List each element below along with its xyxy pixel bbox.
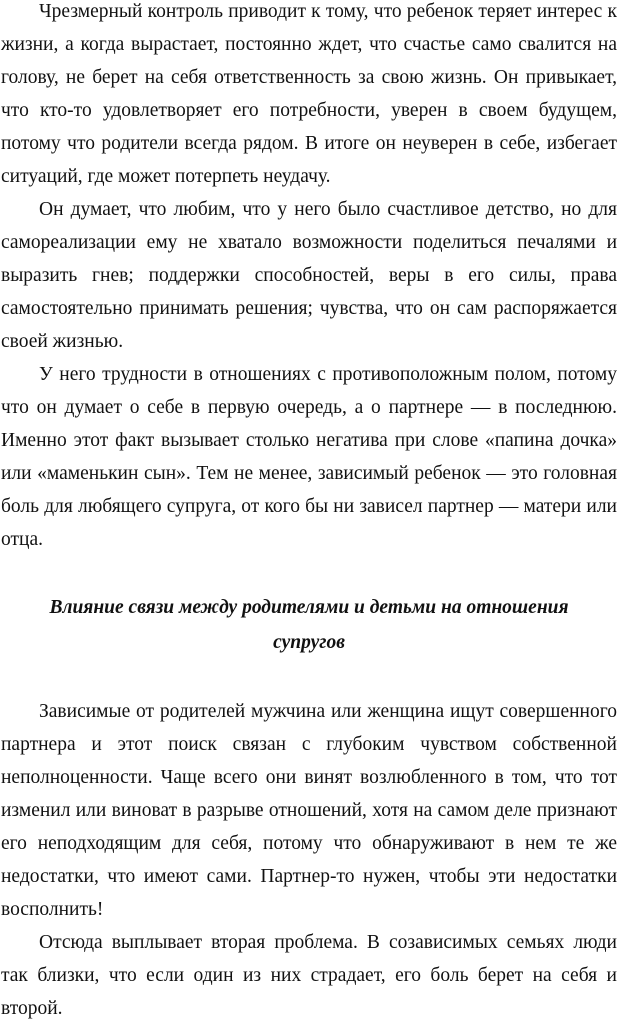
spacer [1,660,617,695]
section-heading: Влияние связи между родителями и детьми на отношения супругов [49,597,569,653]
paragraph-happy-childhood: Он думает, что любим, что у него было счастливое детство, но для самореализации ему не хватало возможности поделиться печалями и выразить гнев; поддержки способностей, веры в его силы, права самостоятельно принимать решения; чувства, что он сам распоряжается своей жизнью. [1,199,617,352]
paragraph-second-problem: Отсюда выплывает вторая проблема. В созависимых семьях люди так близки, что если один из них страдает, его боль берет на себя и второй. [1,932,617,1019]
paragraph-control: Чрезмерный контроль приводит к тому, что ребенок теряет интерес к жизни, а когда вырастает, постоянно ждет, что счастье само свалится на голову, не берет на себя ответственность за свою жизнь. Он привыкает, что кто-то удовлетворяет его потребности, уверен в своем будущем, потому что родители всегда рядом. В итоге он неуверен в себе, избегает ситуаций, где может потерпеть неудачу. [1,1,617,187]
spacer [1,556,617,590]
paragraph-relationship-difficulties: У него трудности в отношениях с противоположным полом, потому что он думает о себе в первую очередь, а о партнере — в последнюю. Именно этот факт вызывает столько негатива при слове «папина дочка» или «маменькин сын». Тем не менее, зависимый ребенок — это головная боль для любящего супруга, от кого бы ни зависел партнер — матери или отца. [1,364,617,550]
paragraph-dependent-partners: Зависимые от родителей мужчина или женщина ищут совершенного партнера и этот поиск связан с глубоким чувством собственной неполноценности. Чаще всего они винят возлюбленного в том, что тот изменил или виноват в разрыве отношений, хотя на самом деле признают его неподходящим для себя, потому что обнаруживают в нем те же недостатки, что имеют сами. Партнер-то нужен, чтобы эти недостатки восполнить! [1,701,617,920]
